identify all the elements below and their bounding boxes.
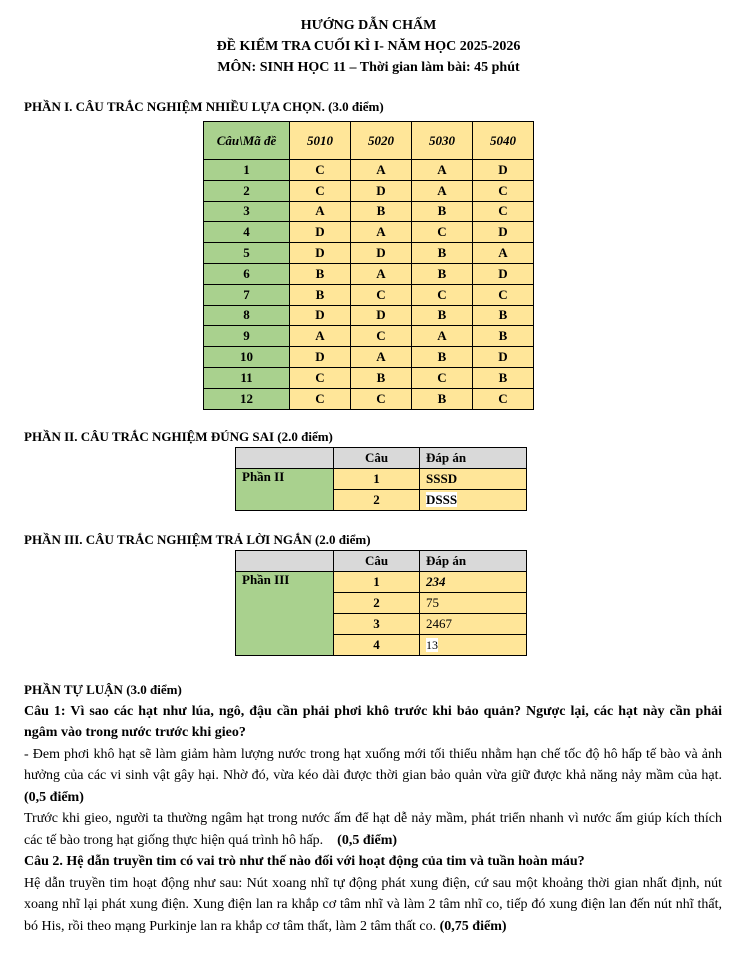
- table-row: [236, 572, 527, 593]
- answer-cell: C: [351, 284, 412, 305]
- answer-cell: D: [351, 305, 412, 326]
- question-header: Câu: [334, 551, 420, 572]
- answer-value: 2467: [420, 614, 527, 635]
- empty-header-cell: [236, 448, 334, 469]
- part1-title: PHẦN I. CÂU TRẮC NGHIỆM NHIỀU LỰA CHỌN. (3.0 điểm): [24, 99, 384, 114]
- question-number: 6: [204, 263, 290, 284]
- answer-header: Đáp án: [420, 448, 527, 469]
- exam-title: ĐỀ KIỂM TRA CUỐI KÌ I- NĂM HỌC 2025-2026: [216, 39, 521, 54]
- answer-cell: C: [473, 180, 534, 201]
- table-header-row: [236, 448, 527, 469]
- essay-title: PHẦN TỰ LUẬN (3.0 điểm): [24, 682, 182, 697]
- table-row: [204, 160, 534, 181]
- question-number: 11: [204, 367, 290, 388]
- doc-title: HƯỚNG DẪN CHẤM: [300, 18, 437, 33]
- code-header: 5030: [412, 122, 473, 160]
- answer-cell: C: [290, 180, 351, 201]
- subject-line: MÔN: SINH HỌC 11 – Thời gian làm bài: 45 phút: [217, 60, 520, 75]
- part2-answer-table: [235, 447, 527, 511]
- question-number: 2: [334, 490, 420, 511]
- part1-answer-table: [203, 121, 534, 410]
- essay-question-1: Câu 1: Vì sao các hạt như lúa, ngô, đậu cần phải phơi khô trước khi bảo quản? Ngược lại, các hạt này cần phải ngâm vào trong nước trước khi gieo?: [24, 703, 722, 740]
- essay-section: [24, 679, 722, 937]
- part3-title: PHẦN III. CÂU TRẮC NGHIỆM TRẢ LỜI NGẮN (2.0 điểm): [24, 532, 371, 547]
- answer-cell: D: [290, 222, 351, 243]
- answer-cell: A: [351, 160, 412, 181]
- answer-cell: B: [412, 243, 473, 264]
- table-row: [204, 201, 534, 222]
- points-label: (0,5 điểm): [337, 832, 398, 848]
- answer-header: Đáp án: [420, 551, 527, 572]
- answer-cell: B: [412, 201, 473, 222]
- table-row: [204, 180, 534, 201]
- answer-cell: B: [473, 305, 534, 326]
- answer-cell: A: [290, 201, 351, 222]
- question-number: 10: [204, 347, 290, 368]
- question-number: 4: [204, 222, 290, 243]
- question-number: 7: [204, 284, 290, 305]
- part-label: Phần III: [236, 572, 334, 656]
- answer-cell: B: [473, 367, 534, 388]
- answer-cell: C: [412, 284, 473, 305]
- table-row: [204, 388, 534, 409]
- answer-value: [420, 635, 527, 656]
- question-number: 5: [204, 243, 290, 264]
- essay-answer-1: [24, 744, 722, 809]
- essay-question-2: Câu 2. Hệ dẫn truyền tim có vai trò như thế nào đối với hoạt động của tim và tuần hoàn máu?: [24, 854, 585, 869]
- answer-cell: B: [351, 201, 412, 222]
- answer-cell: B: [412, 263, 473, 284]
- table-header-row: [236, 551, 527, 572]
- answer-cell: C: [290, 388, 351, 409]
- answer-value: 75: [420, 593, 527, 614]
- code-header: 5010: [290, 122, 351, 160]
- question-number: 9: [204, 326, 290, 347]
- answer-cell: C: [473, 201, 534, 222]
- question-number: 3: [204, 201, 290, 222]
- table-row: [204, 243, 534, 264]
- table-row: [204, 367, 534, 388]
- answer-cell: A: [412, 180, 473, 201]
- answer-cell: B: [290, 284, 351, 305]
- part-label: Phần II: [236, 469, 334, 511]
- points-label: (0,75 điểm): [439, 918, 507, 934]
- answer-cell: A: [351, 347, 412, 368]
- answer-cell: C: [290, 367, 351, 388]
- question-number: 1: [204, 160, 290, 181]
- corner-cell: Câu\Mã đề: [204, 122, 290, 160]
- answer-cell: A: [412, 160, 473, 181]
- answer-cell: D: [473, 347, 534, 368]
- answer-cell: D: [290, 347, 351, 368]
- answer-cell: D: [290, 243, 351, 264]
- answer-cell: D: [473, 222, 534, 243]
- answer-cell: A: [351, 222, 412, 243]
- question-number: 8: [204, 305, 290, 326]
- answer-cell: B: [473, 326, 534, 347]
- table-row: [204, 326, 534, 347]
- table-row: [204, 222, 534, 243]
- answer-cell: A: [290, 326, 351, 347]
- answer-cell: C: [473, 388, 534, 409]
- question-number: 2: [204, 180, 290, 201]
- answer-cell: C: [412, 367, 473, 388]
- code-header: 5020: [351, 122, 412, 160]
- answer-value: 234: [420, 572, 527, 593]
- answer-text: Trước khi gieo, người ta thường ngâm hạt trong nước ấm để hạt dễ nảy mầm, phát triển nhanh vì nước ấm giúp kích thích các tế bào trong hạt giống thực hiện quá trình hô hấp.: [24, 811, 722, 848]
- answer-cell: D: [473, 263, 534, 284]
- answer-cell: B: [412, 388, 473, 409]
- answer-value: SSSD: [420, 469, 527, 490]
- essay-answer-3: [24, 873, 722, 938]
- answer-cell: B: [412, 305, 473, 326]
- answer-text: Hệ dẫn truyền tim hoạt động như sau: Nút xoang nhĩ tự động phát xung điện, cứ sau một khoảng thời gian nhất định, nút xoang nhĩ lại phát xung điện. Xung điện lan ra khắp cơ tâm nhĩ và làm 2 tâm nhĩ co, tiếp đó xung điện lan đến nút nhĩ thất, bó His, rồi theo mạng Purkinje lan ra khắp cơ tâm thất, làm 2 tâm thất co.: [24, 875, 722, 934]
- part2-title: PHẦN II. CÂU TRẮC NGHIỆM ĐÚNG SAI (2.0 điểm): [24, 429, 333, 444]
- part3-answer-table: [235, 550, 527, 656]
- question-number: 1: [334, 469, 420, 490]
- answer-cell: C: [412, 222, 473, 243]
- question-number: 2: [334, 593, 420, 614]
- answer-cell: A: [351, 263, 412, 284]
- answer-text: - Đem phơi khô hạt sẽ làm giảm hàm lượng nước trong hạt xuống mới tối thiểu nhằm hạn chế tốc độ hô hấp tế bào và ảnh hưởng của các vi sinh vật gây hại. Nhờ đó, vừa kéo dài được thời gian bảo quản vừa giữ được khả năng nảy mầm của hạt.: [24, 746, 722, 783]
- answer-cell: D: [473, 160, 534, 181]
- table-row: [204, 263, 534, 284]
- code-header: 5040: [473, 122, 534, 160]
- answer-value: [420, 490, 527, 511]
- question-number: 12: [204, 388, 290, 409]
- table-row: [204, 284, 534, 305]
- table-row: [204, 305, 534, 326]
- answer-cell: C: [351, 388, 412, 409]
- question-header: Câu: [334, 448, 420, 469]
- answer-cell: B: [412, 347, 473, 368]
- answer-cell: D: [351, 243, 412, 264]
- answer-value-text: DSSS: [426, 492, 458, 507]
- points-label: (0,5 điểm): [24, 789, 84, 805]
- answer-cell: C: [290, 160, 351, 181]
- question-number: 4: [334, 635, 420, 656]
- answer-cell: D: [290, 305, 351, 326]
- table-row: [204, 347, 534, 368]
- essay-answer-2: [24, 808, 722, 851]
- answer-cell: C: [473, 284, 534, 305]
- answer-cell: C: [351, 326, 412, 347]
- answer-cell: A: [412, 326, 473, 347]
- answer-cell: A: [473, 243, 534, 264]
- answer-value-text: 13: [426, 638, 438, 652]
- answer-cell: B: [351, 367, 412, 388]
- question-number: 3: [334, 614, 420, 635]
- table-row: [236, 469, 527, 490]
- answer-cell: B: [290, 263, 351, 284]
- empty-header-cell: [236, 551, 334, 572]
- table-header-row: [204, 122, 534, 160]
- answer-cell: D: [351, 180, 412, 201]
- question-number: 1: [334, 572, 420, 593]
